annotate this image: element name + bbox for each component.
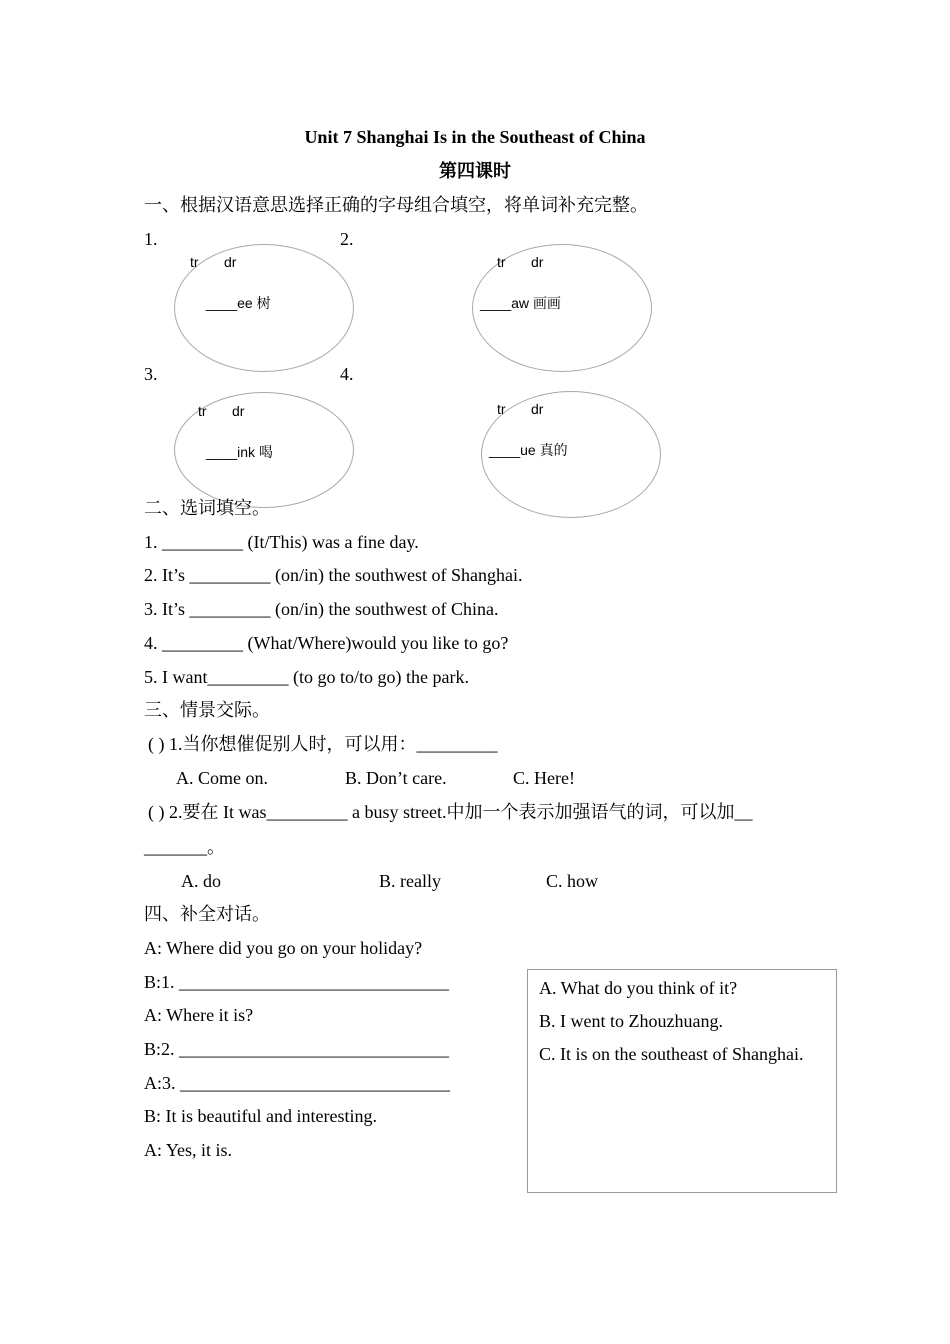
lesson-subtitle: 第四课时	[439, 161, 511, 181]
item3-option-tr: tr	[198, 403, 207, 419]
section2-item-4: 4. _________ (What/Where)would you like to go?	[144, 633, 509, 653]
dialogue-line-2: B:1. ______________________________	[144, 972, 450, 992]
item1-option-dr: dr	[224, 254, 237, 270]
choice-b: B. I went to Zhouzhuang.	[539, 1011, 723, 1031]
section2-item-2: 2. It’s _________ (on/in) the southwest of Shanghai.	[144, 565, 523, 585]
item2-option-dr: dr	[531, 254, 544, 270]
item1-blank: ____ee 树	[206, 295, 271, 311]
answer-choices-box	[527, 969, 837, 1193]
item4-blank: ____ue 真的	[489, 442, 568, 458]
item3-blank: ____ink 喝	[206, 444, 273, 460]
section3-question-2-continuation: _______。	[144, 837, 225, 857]
choice-a: A. What do you think of it?	[539, 978, 738, 998]
section3-question-2: ( ) 2.要在 It was_________ a busy street.中加一个表示加强语气的词，可以加__	[148, 802, 753, 822]
dialogue-line-5: A:3. ______________________________	[144, 1073, 450, 1093]
item2-blank: ____aw 画画	[480, 295, 561, 311]
item3-option-dr: dr	[232, 403, 245, 419]
q1-option-b: B. Don’t care.	[345, 768, 447, 788]
item1-number: 1.	[144, 229, 158, 249]
dialogue-line-4: B:2. ______________________________	[144, 1039, 450, 1059]
q2-option-c: C. how	[546, 871, 599, 891]
item1-option-tr: tr	[190, 254, 199, 270]
item4-option-dr: dr	[531, 401, 544, 417]
q1-option-a: A. Come on.	[176, 768, 268, 788]
section2-heading: 二、选词填空。	[144, 498, 270, 518]
q2-option-a: A. do	[181, 871, 221, 891]
section2-item-3: 3. It’s _________ (on/in) the southwest of China.	[144, 599, 499, 619]
section3-heading: 三、情景交际。	[144, 700, 270, 720]
dialogue-line-7: A: Yes, it is.	[144, 1140, 233, 1160]
section3-question-1: ( ) 1.当你想催促别人时，可以用：_________	[148, 734, 498, 754]
section2-item-1: 1. _________ (It/This) was a fine day.	[144, 532, 419, 552]
dialogue-line-6: B: It is beautiful and interesting.	[144, 1106, 377, 1126]
item4-option-tr: tr	[497, 401, 506, 417]
q2-option-b: B. really	[379, 871, 441, 891]
section2-item-5: 5. I want_________ (to go to/to go) the park.	[144, 667, 469, 687]
choice-c: C. It is on the southeast of Shanghai.	[539, 1044, 804, 1064]
page-title: Unit 7 Shanghai Is in the Southeast of China	[304, 127, 646, 147]
section4-heading: 四、补全对话。	[144, 904, 270, 924]
item4-number: 4.	[340, 364, 354, 384]
item2-number: 2.	[340, 229, 354, 249]
item3-number: 3.	[144, 364, 158, 384]
q1-option-c: C. Here!	[513, 768, 575, 788]
item2-option-tr: tr	[497, 254, 506, 270]
dialogue-line-1: A: Where did you go on your holiday?	[144, 938, 423, 958]
section1-heading: 一、根据汉语意思选择正确的字母组合填空，将单词补充完整。	[144, 195, 648, 215]
dialogue-line-3: A: Where it is?	[144, 1005, 254, 1025]
